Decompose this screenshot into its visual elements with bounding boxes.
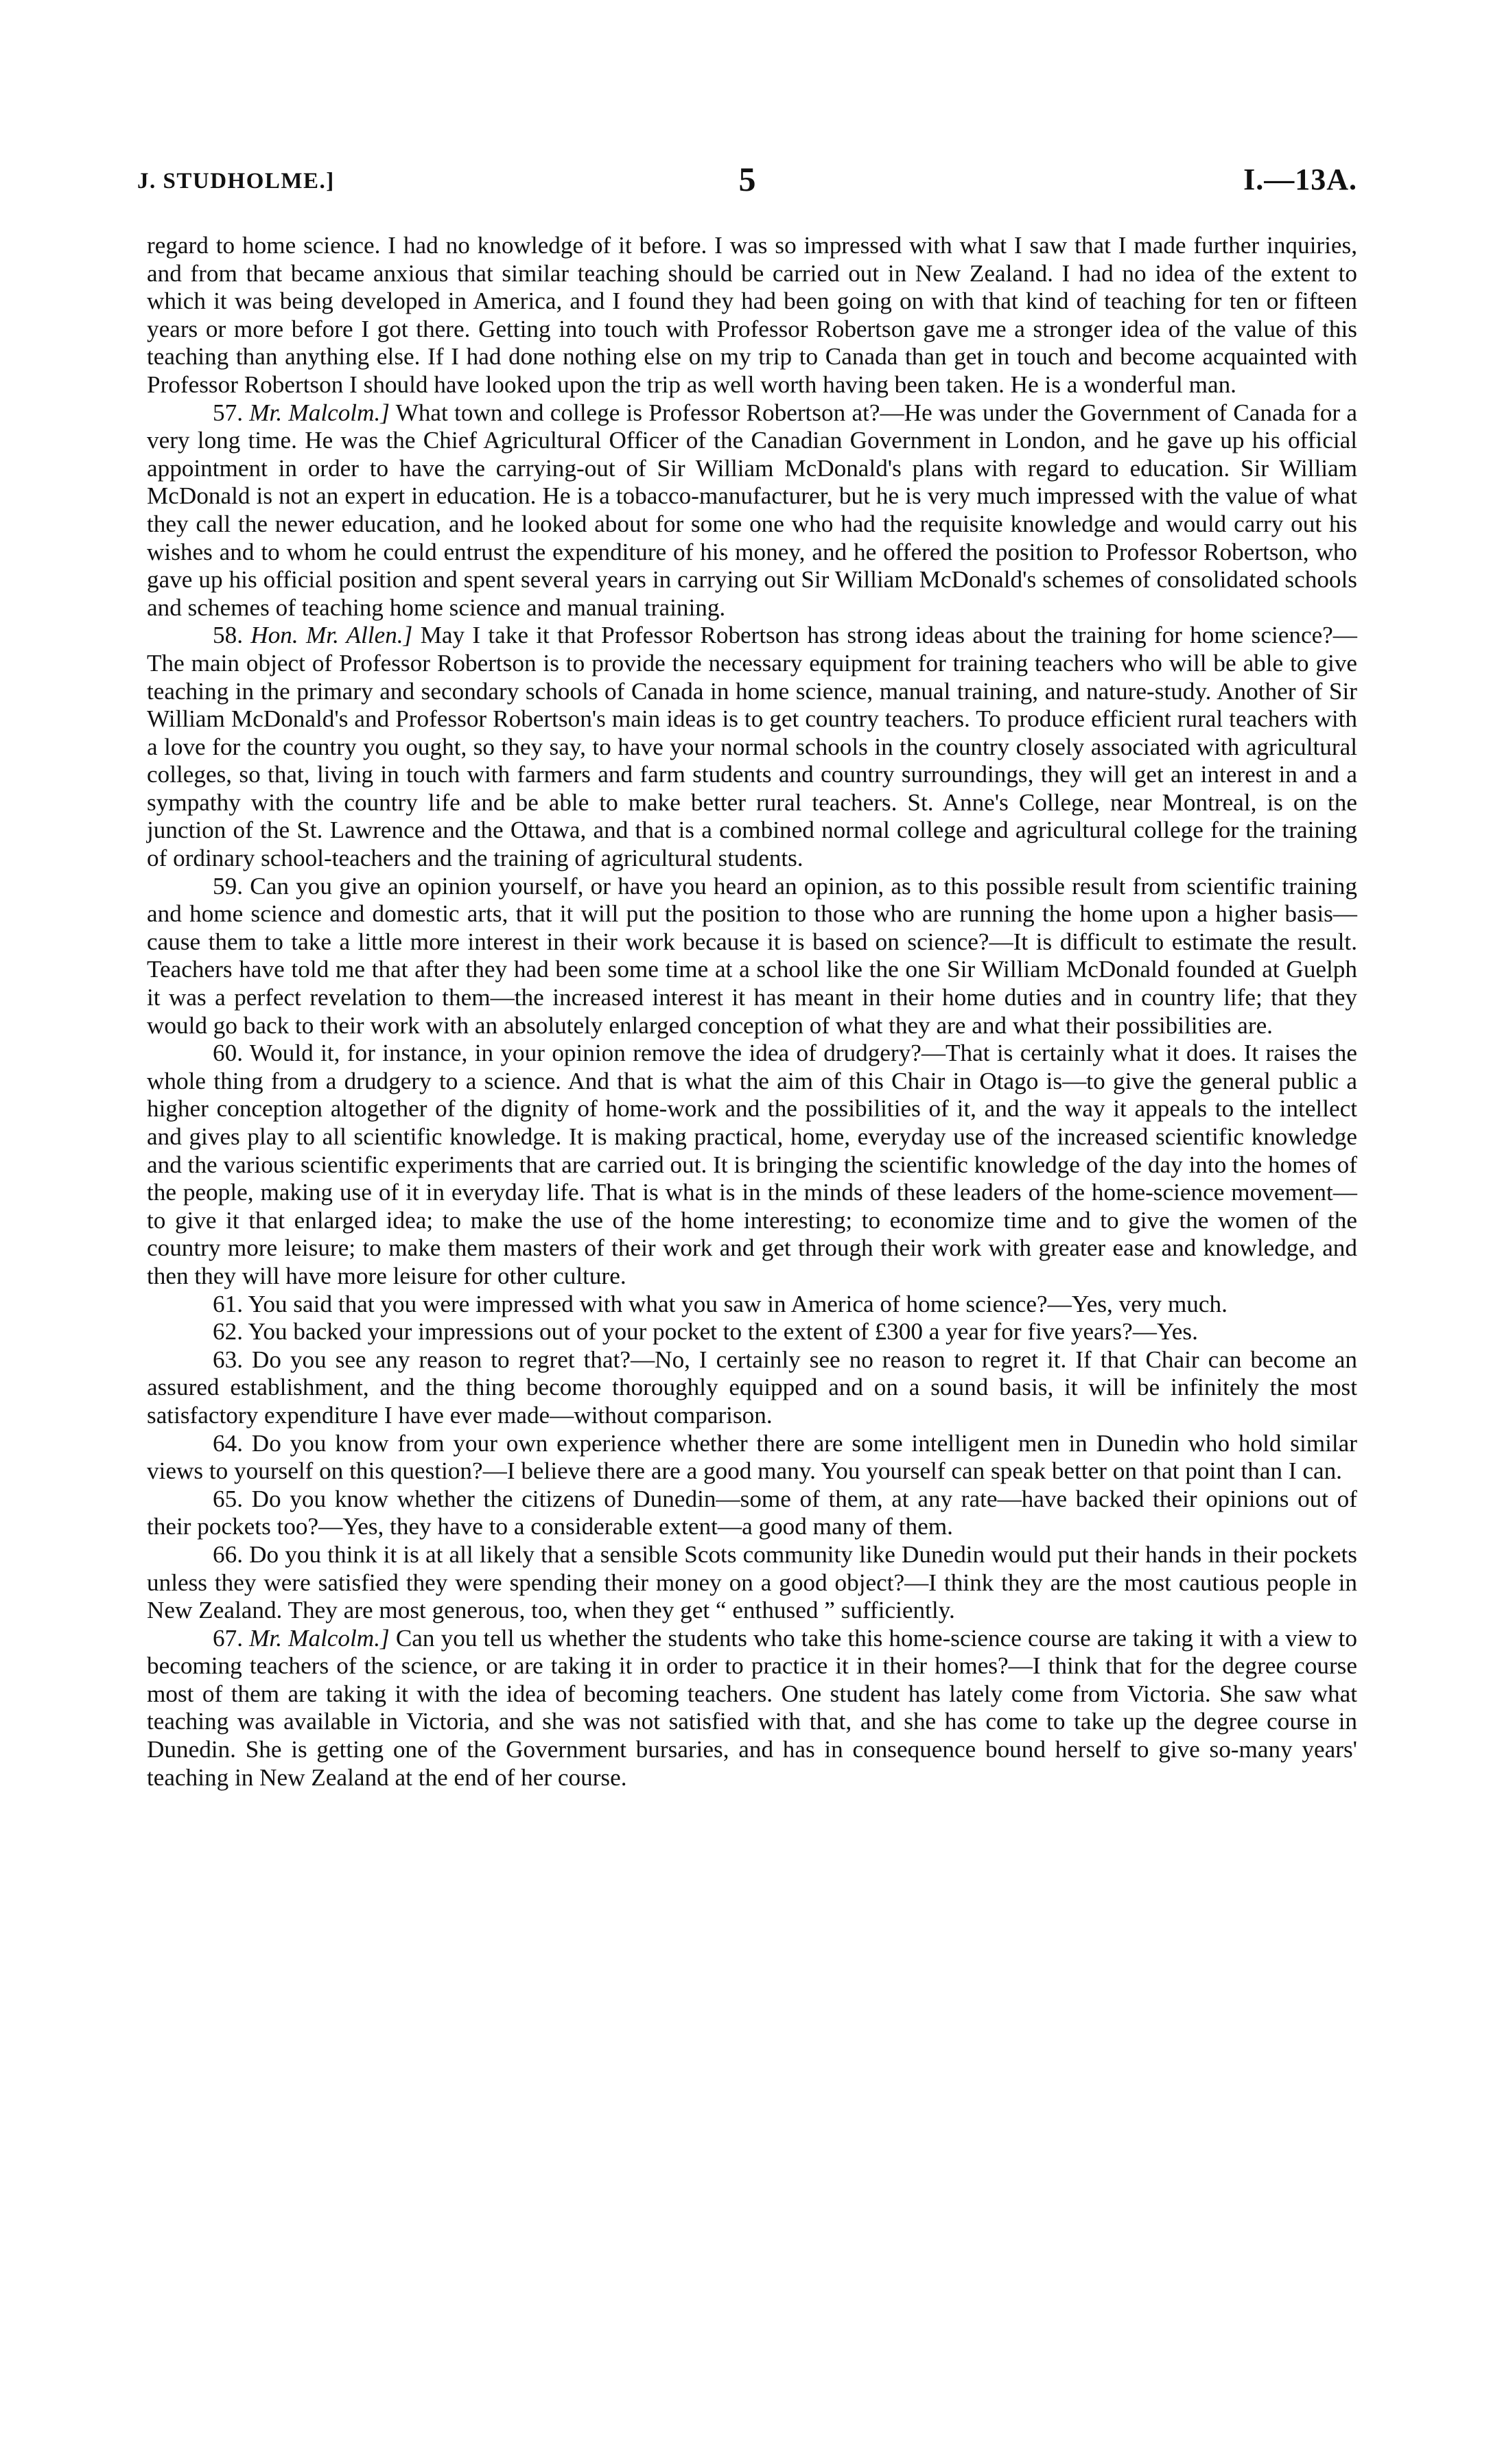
question-number: 66. — [213, 1540, 243, 1568]
speaker-name: Mr. Malcolm.] — [249, 1624, 390, 1652]
paragraph-text: You said that you were impressed with what you saw in America of home science?—Yes, very much. — [248, 1290, 1228, 1317]
document-reference: I.—13A. — [1243, 163, 1357, 196]
paragraph-text: Do you see any reason to regret that?—No, I certainly see no reason to regret it. If that Chair can become an assured establishment, and the thing become thoroughly equipped and on a sound basis, it will be infinitely the most satisfactory expenditure I have ever made—without comparison. — [147, 1346, 1358, 1429]
question-67 — [147, 1625, 1357, 1792]
page-header — [137, 159, 1357, 207]
paragraph-continuation — [147, 232, 1357, 399]
paragraph-text: Do you know from your own experience whether there are some intelligent men in Dunedin who hold similar views to yourself on this question?—I believe there are a good many. You yourself can speak better on that point than I can. — [147, 1429, 1357, 1485]
witness-name: J. STUDHOLME.] — [137, 169, 335, 193]
paragraph-text: Do you know whether the citizens of Dunedin—some of them, at any rate—have backed their opinions out of their pockets too?—Yes, they have to a considerable extent—a good many of them. — [147, 1485, 1357, 1540]
paragraph-text: May I take it that Professor Robertson has strong ideas about the training for home science?—The main object of Professor Robertson is to provide the necessary equipment for training teachers who will be able to give teaching in the primary and secondary schools of Canada in home science, manual training, and nature-study. Another of Sir William McDonald's and Professor Robertson's main ideas is to get country teachers. To produce efficient rural teachers with a love for the country you ought, so they say, to have your normal schools in the country closely associated with agricultural colleges, so that, living in touch with farmers and farm students and country surroundings, they will get an interest in and a sympathy with the country life and be able to make better rural teachers. St. Anne's College, near Montreal, is on the junction of the St. Lawrence and the Ottawa, and that is a combined normal college and agricultural college for the training of ordinary school-teachers and the training of agricultural students. — [147, 622, 1357, 872]
paragraph-text: Can you tell us whether the students who take this home-science course are taking it with a view to becoming teachers of the science, or are taking it in order to practice it in their homes?—I think that for the degree course most of them are taking it with the idea of becoming teachers. One student has lately come from Victoria. She saw what teaching was available in Victoria, and she was not satisfied with that, and she has come to take up the degree course in Dunedin. She is getting one of the Government bursaries, and has in consequence bound herself to give so-many years' teaching in New Zealand at the end of her course. — [147, 1624, 1358, 1791]
question-number: 65. — [213, 1485, 243, 1512]
question-62 — [147, 1318, 1357, 1346]
question-66 — [147, 1541, 1357, 1625]
question-number: 62. — [213, 1318, 243, 1346]
question-61 — [147, 1291, 1357, 1319]
paragraph-text: Do you think it is at all likely that a sensible Scots community like Dunedin would put their hands in their pockets unless they were satisfied they were spending their money on a good object?—I think they are the most cautious people in New Zealand. They are most generous, too, when they get “ enthused ” sufficiently. — [147, 1540, 1357, 1624]
paragraph-text: Can you give an opinion yourself, or have you heard an opinion, as to this possible result from scientific training and home science and domestic arts, that it will put the position to those who are running the home upon a higher basis—cause them to take a little more interest in their work because it is based on science?—It is difficult to estimate the result. Teachers have told me that after they had been some time at a school like the one Sir William McDonald founded at Guelph it was a perfect revelation to them—the increased interest it has meant in their home duties and in country life; that they would go back to their work with an absolutely enlarged conception of what they are and what their possibilities are. — [147, 872, 1357, 1039]
question-number: 59. — [213, 872, 243, 900]
paragraph-text: You backed your impressions out of your pocket to the extent of £300 a year for five years?—Yes. — [248, 1318, 1198, 1346]
paragraph-text: regard to home science. I had no knowledge of it before. I was so impressed with what I saw that I made further inquiries, and from that became anxious that similar teaching should be carried out in New Zealand. I had no idea of the extent to which it was being developed in America, and I found they had been going on with that kind of teaching for ten or fifteen years or more before I got there. Getting into touch with Professor Robertson gave me a stronger idea of the value of this teaching than anything else. If I had done nothing else on my trip to Canada than get in touch and become acquainted with Professor Robertson I should have looked upon the trip as well worth having been taken. He is a wonderful man. — [147, 232, 1357, 398]
question-number: 63. — [213, 1346, 243, 1373]
question-number: 64. — [213, 1429, 243, 1457]
question-58 — [147, 622, 1357, 872]
question-60 — [147, 1040, 1357, 1290]
paragraph-text: Would it, for instance, in your opinion remove the idea of drudgery?—That is certainly what it does. It raises the whole thing from a drudgery to a science. And that is what the aim of this Chair in Otago is—to give the general public a higher conception altogether of the dignity of home-work and the possibilities of it, and the way it appeals to the intellect and gives play to all scientific knowledge. It is making practical, home, everyday use of the increased scientific knowledge and the various scientific experiments that are carried out. It is bringing the scientific knowledge of the day into the homes of the people, making use of it in everyday life. That is what is in the minds of these leaders of the home-science movement—to give it that enlarged idea; to make the use of the home interesting; to economize time and to give the women of the country more leisure; to make them masters of their work and get through their work with greater ease and knowledge, and then they will have more leisure for other culture. — [147, 1040, 1357, 1289]
paragraph-text: What town and college is Professor Robertson at?—He was under the Government of Canada for a very long time. He was the Chief Agricultural Officer of the Canadian Government in London, and he gave up his official appointment in order to have the carrying-out of Sir William McDonald's plans with regard to education. Sir William McDonald is not an expert in education. He is a tobacco-manufacturer, but he is very much impressed with the value of what they call the newer education, and he looked about for some one who had the requisite knowledge and would carry out his wishes and to whom he could entrust the expenditure of his money, and he offered the position to Professor Robertson, who gave up his official position and spent several years in carrying out Sir William McDonald's schemes of consolidated schools and schemes of teaching home science and manual training. — [147, 399, 1357, 621]
page-number: 5 — [738, 160, 756, 198]
speaker-name: Hon. Mr. Allen.] — [250, 622, 413, 649]
question-64 — [147, 1430, 1357, 1486]
question-63 — [147, 1346, 1357, 1430]
question-number: 60. — [213, 1040, 243, 1067]
evidence-text — [147, 232, 1357, 1792]
question-number: 67. — [213, 1624, 243, 1652]
question-number: 58. — [213, 622, 243, 649]
question-59 — [147, 873, 1357, 1040]
question-65 — [147, 1486, 1357, 1541]
speaker-name: Mr. Malcolm.] — [249, 399, 390, 426]
question-number: 57. — [213, 399, 243, 426]
question-57 — [147, 399, 1357, 622]
question-number: 61. — [213, 1290, 243, 1317]
